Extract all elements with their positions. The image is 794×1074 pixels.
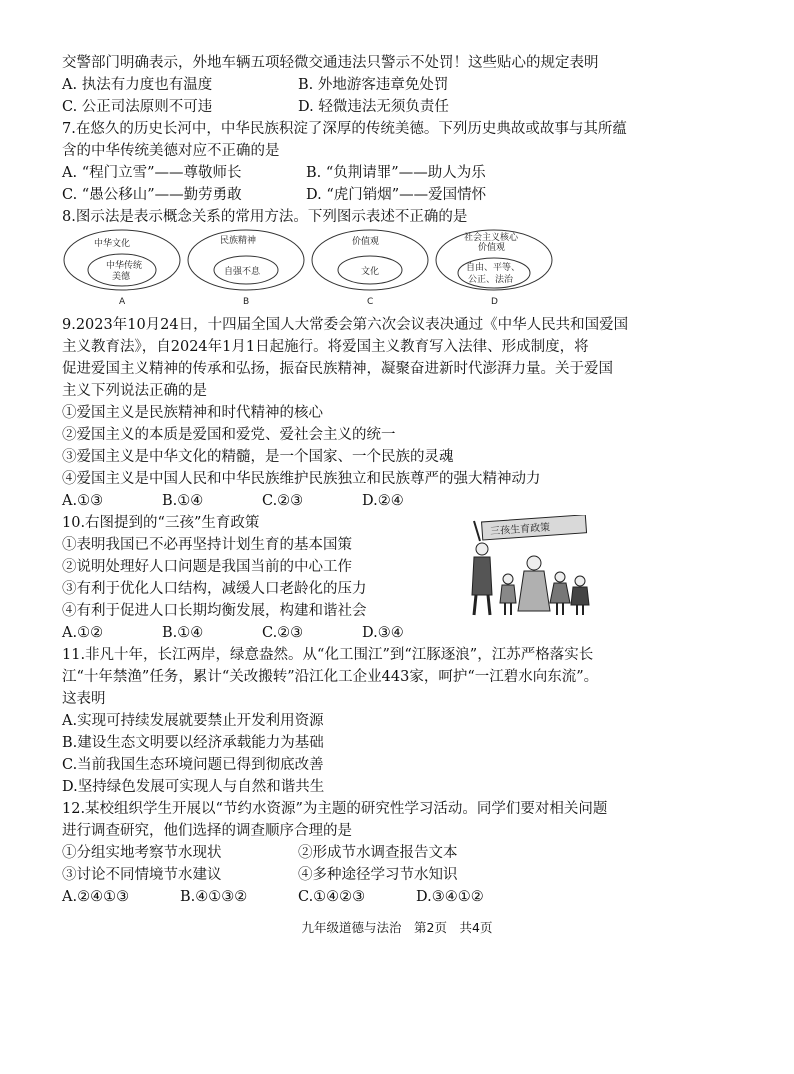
q6-stem: 交警部门明确表示，外地车辆五项轻微交通违法只警示不处罚！这些贴心的规定表明 [62, 55, 599, 71]
q11-stem-line1: 11.非凡十年，长江两岸，绿意盎然。从“化工围江”到“江豚逐浪”，江苏严格落实长 [62, 647, 594, 663]
q10-option-b[interactable]: B.①④ [162, 625, 204, 641]
q9-stem-line3: 促进爱国主义精神的传承和弘扬，振奋民族精神，凝聚奋进新时代澎湃力量。关于爱国 [62, 361, 613, 377]
q10-option-a[interactable]: A.①② [62, 625, 104, 641]
q12-option-a[interactable]: A.②④①③ [62, 889, 130, 905]
q8-diagram-a[interactable] [62, 228, 182, 310]
q8-c-outer-text: 价值观 [352, 237, 380, 247]
q8-diagram-d[interactable] [434, 228, 554, 310]
q8-a-inner-text1: 中华传统 [106, 261, 143, 271]
q10-item-1: ①表明我国已不必再坚持计划生育的基本国策 [62, 537, 352, 553]
q8-d-outer-text2: 价值观 [478, 243, 506, 253]
q6-option-a[interactable]: A. 执法有力度也有温度 [62, 77, 213, 93]
q8-d-inner-text1: 自由、平等、 [466, 263, 521, 273]
q11-option-d[interactable]: D.坚持绿色发展可实现人与自然和谐共生 [62, 779, 325, 795]
q12-item-2: ②形成节水调查报告文本 [298, 845, 458, 861]
q10-stem: 10.右图提到的“三孩”生育政策 [62, 515, 260, 531]
q12-option-b[interactable]: B.④①③② [180, 889, 248, 905]
q9-item-2: ②爱国主义的本质是爱国和爱党、爱社会主义的统一 [62, 427, 396, 443]
q8-a-label: A [119, 297, 126, 307]
q12-stem-line2: 进行调查研究，他们选择的调查顺序合理的是 [62, 823, 352, 839]
q12-option-c[interactable]: C.①④②③ [298, 889, 366, 905]
q8-d-label: D [491, 297, 498, 307]
q11-option-b[interactable]: B.建设生态文明要以经济承载能力为基础 [62, 735, 324, 751]
q8-b-outer-text: 民族精神 [220, 236, 257, 246]
q10-option-c[interactable]: C.②③ [262, 625, 304, 641]
q12-item-1: ①分组实地考察节水现状 [62, 845, 222, 861]
q8-d-inner-text2: 公正、法治 [468, 275, 514, 285]
q6-option-c[interactable]: C. 公正司法原则不可违 [62, 99, 213, 115]
q9-stem-line2: 主义教育法》，自2024年1月1日起施行。将爱国主义教育写入法律、形成制度，将 [62, 339, 589, 355]
q12-item-4: ④多种途径学习节水知识 [298, 867, 458, 883]
q12-option-d[interactable]: D.③④①② [416, 889, 484, 905]
q12-item-3: ③讨论不同情境节水建议 [62, 867, 222, 883]
q8-b-label: B [243, 297, 250, 307]
q11-stem-line2: 江“十年禁渔”任务，累计“关改搬转”沿江化工企业443家，呵护“一江碧水向东流”。 [62, 669, 599, 685]
q11-option-a[interactable]: A.实现可持续发展就要禁止开发利用资源 [62, 713, 324, 729]
q7-option-c[interactable]: C. “愚公移山”——勤劳勇敢 [62, 187, 242, 203]
q10-item-4: ④有利于促进人口长期均衡发展，构建和谐社会 [62, 603, 367, 619]
q6-option-d[interactable]: D. 轻微违法无须负责任 [298, 99, 449, 115]
q7-option-d[interactable]: D. “虎门销烟”——爱国情怀 [306, 187, 487, 203]
q10-item-2: ②说明处理好人口问题是我国当前的中心工作 [62, 559, 352, 575]
q6-option-b[interactable]: B. 外地游客违章免处罚 [298, 77, 449, 93]
page-footer: 九年级道德与法治 第2页 共4页 [301, 920, 493, 935]
q8-c-label: C [367, 297, 374, 307]
family-illustration [460, 515, 590, 620]
q10-item-3: ③有利于优化人口结构，减缓人口老龄化的压力 [62, 581, 367, 597]
q8-a-inner-text2: 美德 [112, 272, 131, 282]
q9-item-3: ③爱国主义是中华文化的精髓，是一个国家、一个民族的灵魂 [62, 449, 454, 465]
q9-option-d[interactable]: D.②④ [362, 493, 404, 509]
q9-option-a[interactable]: A.①③ [62, 493, 104, 509]
q8-diagram-c[interactable] [310, 228, 430, 310]
q8-b-inner-text: 自强不息 [224, 267, 261, 277]
q9-item-4: ④爱国主义是中国人民和中华民族维护民族独立和民族尊严的强大精神动力 [62, 471, 541, 487]
q8-stem: 8.图示法是表示概念关系的常用方法。下列图示表述不正确的是 [62, 209, 468, 225]
q7-stem-line2: 含的中华传统美德对应不正确的是 [62, 143, 280, 159]
q8-a-outer-text: 中华文化 [94, 239, 131, 249]
banner-text: 三孩生育政策 [489, 522, 551, 538]
q8-diagram-b[interactable] [186, 228, 306, 310]
q9-option-b[interactable]: B.①④ [162, 493, 204, 509]
q12-stem-line1: 12.某校组织学生开展以“节约水资源”为主题的研究性学习活动。同学们要对相关问题 [62, 801, 608, 817]
q8-d-outer-text1: 社会主义核心 [464, 233, 519, 243]
q11-option-c[interactable]: C.当前我国生态环境问题已得到彻底改善 [62, 757, 324, 773]
q7-option-b[interactable]: B. “负荆请罪”——助人为乐 [306, 165, 486, 181]
q8-c-inner-text: 文化 [361, 267, 380, 277]
q9-stem-line1: 9.2023年10月24日，十四届全国人大常委会第六次会议表决通过《中华人民共和国爱国 [62, 317, 629, 333]
q7-stem-line1: 7.在悠久的历史长河中，中华民族积淀了深厚的传统美德。下列历史典故或故事与其所蕴 [62, 121, 627, 137]
q9-stem-line4: 主义下列说法正确的是 [62, 383, 207, 399]
q9-option-c[interactable]: C.②③ [262, 493, 304, 509]
q10-option-d[interactable]: D.③④ [362, 625, 404, 641]
q11-stem-line3: 这表明 [62, 691, 106, 707]
q7-option-a[interactable]: A. “程门立雪”——尊敬师长 [62, 165, 242, 181]
q9-item-1: ①爱国主义是民族精神和时代精神的核心 [62, 405, 323, 421]
